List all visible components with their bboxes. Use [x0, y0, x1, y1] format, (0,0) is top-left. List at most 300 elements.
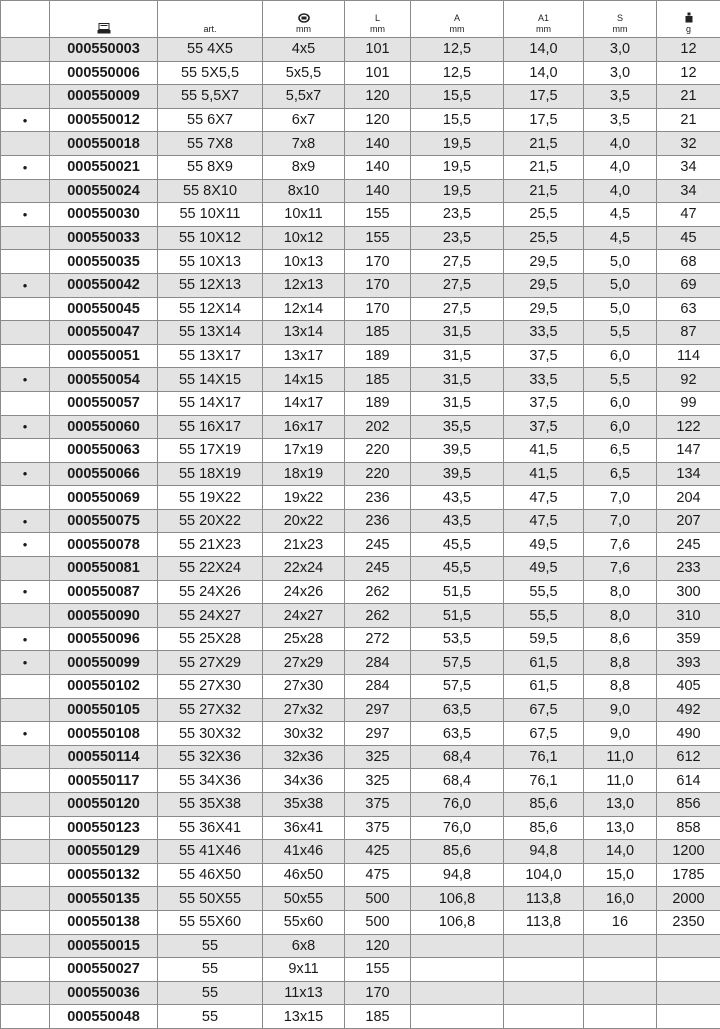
cell-A: 43,5 [411, 509, 504, 533]
cell-code: 000550027 [50, 958, 158, 982]
cell-A: 27,5 [411, 250, 504, 274]
header-size: mm [263, 1, 345, 38]
cell-size: 34x36 [263, 769, 345, 793]
cell-L: 375 [345, 816, 411, 840]
cell-A1: 85,6 [504, 793, 584, 817]
cell-g: 87 [657, 321, 720, 345]
cell-size: 14x15 [263, 368, 345, 392]
cell-S: 7,6 [584, 557, 657, 581]
cell-A: 51,5 [411, 580, 504, 604]
cell-S: 7,6 [584, 533, 657, 557]
cell-S: 8,8 [584, 651, 657, 675]
table-row [1, 557, 720, 581]
cell-code: 000550102 [50, 675, 158, 699]
cell-A1: 29,5 [504, 297, 584, 321]
table-row [1, 439, 720, 463]
table-row [1, 415, 720, 439]
header-code [50, 1, 158, 38]
table-row [1, 344, 720, 368]
cell-g: 32 [657, 132, 720, 156]
cell-code: 000550096 [50, 627, 158, 651]
cell-art: 55 6X7 [158, 108, 263, 132]
cell-A1: 14,0 [504, 38, 584, 62]
cell-size: 5,5x7 [263, 85, 345, 109]
table-row [1, 1005, 720, 1029]
cell-A: 31,5 [411, 344, 504, 368]
table-row [1, 203, 720, 227]
cell-A1: 113,8 [504, 910, 584, 934]
cell-A: 45,5 [411, 533, 504, 557]
cell-L: 170 [345, 981, 411, 1005]
cell-A1: 49,5 [504, 557, 584, 581]
cell-code: 000550087 [50, 580, 158, 604]
cell-size: 17x19 [263, 439, 345, 463]
cell-dot: • [1, 415, 50, 439]
cell-art: 55 36X41 [158, 816, 263, 840]
cell-A1: 37,5 [504, 344, 584, 368]
cell-code: 000550030 [50, 203, 158, 227]
cell-A1: 76,1 [504, 745, 584, 769]
cell-dot: • [1, 462, 50, 486]
cell-A [411, 1005, 504, 1029]
cell-code: 000550138 [50, 910, 158, 934]
cell-code: 000550123 [50, 816, 158, 840]
cell-A1: 104,0 [504, 863, 584, 887]
header-weight: g [657, 1, 720, 38]
cell-L: 101 [345, 61, 411, 85]
cell-g: 490 [657, 722, 720, 746]
cell-g: 207 [657, 509, 720, 533]
cell-S [584, 934, 657, 958]
cell-g [657, 934, 720, 958]
cell-dot [1, 745, 50, 769]
cell-art: 55 5,5X7 [158, 85, 263, 109]
cell-A1 [504, 1005, 584, 1029]
cell-A: 106,8 [411, 887, 504, 911]
cell-size: 30x32 [263, 722, 345, 746]
cell-g: 2000 [657, 887, 720, 911]
cell-art: 55 27X29 [158, 651, 263, 675]
cell-A1: 49,5 [504, 533, 584, 557]
cell-code: 000550099 [50, 651, 158, 675]
cell-A: 39,5 [411, 462, 504, 486]
cell-art: 55 10X13 [158, 250, 263, 274]
cell-L: 155 [345, 958, 411, 982]
cell-size: 8x10 [263, 179, 345, 203]
cell-g: 99 [657, 391, 720, 415]
table-row [1, 793, 720, 817]
cell-art: 55 35X38 [158, 793, 263, 817]
cell-A1: 21,5 [504, 132, 584, 156]
cell-art: 55 [158, 934, 263, 958]
cell-art: 55 [158, 958, 263, 982]
cell-g [657, 981, 720, 1005]
cell-code: 000550036 [50, 981, 158, 1005]
cell-A1: 55,5 [504, 580, 584, 604]
cell-L: 140 [345, 132, 411, 156]
table-row [1, 533, 720, 557]
table-row [1, 179, 720, 203]
cell-A1: 25,5 [504, 203, 584, 227]
cell-g: 204 [657, 486, 720, 510]
cell-g: 12 [657, 38, 720, 62]
cell-dot [1, 439, 50, 463]
cell-S: 16 [584, 910, 657, 934]
cell-dot [1, 816, 50, 840]
header-A1: A1 mm [504, 1, 584, 38]
cell-code: 000550051 [50, 344, 158, 368]
cell-g: 12 [657, 61, 720, 85]
cell-L: 140 [345, 155, 411, 179]
cell-dot [1, 132, 50, 156]
cell-dot [1, 698, 50, 722]
cell-art: 55 20X22 [158, 509, 263, 533]
cell-L: 272 [345, 627, 411, 651]
cell-A: 19,5 [411, 132, 504, 156]
cell-code: 000550024 [50, 179, 158, 203]
cell-S: 14,0 [584, 840, 657, 864]
weight-icon [685, 12, 693, 23]
cell-A1: 47,5 [504, 486, 584, 510]
cell-g: 612 [657, 745, 720, 769]
cell-size: 24x27 [263, 604, 345, 628]
cell-S: 13,0 [584, 816, 657, 840]
cell-A: 51,5 [411, 604, 504, 628]
cell-art: 55 14X15 [158, 368, 263, 392]
table-row [1, 934, 720, 958]
catalog-code-icon [97, 23, 111, 34]
cell-L: 120 [345, 85, 411, 109]
cell-L: 297 [345, 722, 411, 746]
cell-A: 63,5 [411, 698, 504, 722]
cell-code: 000550009 [50, 85, 158, 109]
cell-dot [1, 38, 50, 62]
cell-A1: 47,5 [504, 509, 584, 533]
cell-L: 236 [345, 509, 411, 533]
cell-S: 5,5 [584, 368, 657, 392]
cell-S: 15,0 [584, 863, 657, 887]
cell-size: 25x28 [263, 627, 345, 651]
cell-A: 76,0 [411, 816, 504, 840]
cell-g: 134 [657, 462, 720, 486]
cell-code: 000550078 [50, 533, 158, 557]
table-row [1, 297, 720, 321]
cell-art: 55 19X22 [158, 486, 263, 510]
cell-A1: 37,5 [504, 415, 584, 439]
cell-A: 43,5 [411, 486, 504, 510]
cell-S: 8,8 [584, 675, 657, 699]
cell-A1: 33,5 [504, 321, 584, 345]
cell-art: 55 24X26 [158, 580, 263, 604]
cell-A: 12,5 [411, 38, 504, 62]
cell-dot: • [1, 509, 50, 533]
cell-dot [1, 391, 50, 415]
cell-S [584, 958, 657, 982]
cell-L: 185 [345, 368, 411, 392]
cell-A: 76,0 [411, 793, 504, 817]
cell-L: 189 [345, 344, 411, 368]
cell-A: 23,5 [411, 226, 504, 250]
table-row [1, 627, 720, 651]
cell-code: 000550132 [50, 863, 158, 887]
cell-g: 147 [657, 439, 720, 463]
table-row [1, 155, 720, 179]
cell-L: 425 [345, 840, 411, 864]
cell-code: 000550021 [50, 155, 158, 179]
cell-art: 55 [158, 1005, 263, 1029]
cell-code: 000550048 [50, 1005, 158, 1029]
cell-S: 5,5 [584, 321, 657, 345]
cell-dot [1, 887, 50, 911]
cell-size: 21x23 [263, 533, 345, 557]
cell-art: 55 [158, 981, 263, 1005]
cell-size: 6x7 [263, 108, 345, 132]
cell-g: 300 [657, 580, 720, 604]
cell-size: 13x17 [263, 344, 345, 368]
cell-L: 120 [345, 108, 411, 132]
cell-S: 4,0 [584, 179, 657, 203]
cell-A1: 25,5 [504, 226, 584, 250]
cell-L: 185 [345, 321, 411, 345]
cell-size: 24x26 [263, 580, 345, 604]
cell-A1: 61,5 [504, 651, 584, 675]
cell-S: 7,0 [584, 486, 657, 510]
cell-A: 31,5 [411, 321, 504, 345]
cell-g: 393 [657, 651, 720, 675]
header-row [1, 1, 720, 38]
cell-S: 3,5 [584, 108, 657, 132]
cell-S [584, 1005, 657, 1029]
cell-g: 245 [657, 533, 720, 557]
cell-g: 21 [657, 85, 720, 109]
cell-S: 3,5 [584, 85, 657, 109]
cell-L: 262 [345, 604, 411, 628]
cell-g [657, 958, 720, 982]
cell-size: 19x22 [263, 486, 345, 510]
cell-L: 202 [345, 415, 411, 439]
cell-L: 170 [345, 250, 411, 274]
cell-A: 85,6 [411, 840, 504, 864]
cell-L: 170 [345, 273, 411, 297]
cell-size: 13x14 [263, 321, 345, 345]
cell-art: 55 13X17 [158, 344, 263, 368]
cell-A1: 41,5 [504, 439, 584, 463]
cell-art: 55 10X12 [158, 226, 263, 250]
cell-dot [1, 675, 50, 699]
cell-art: 55 50X55 [158, 887, 263, 911]
cell-S: 7,0 [584, 509, 657, 533]
cell-dot [1, 604, 50, 628]
cell-dot [1, 321, 50, 345]
cell-g: 45 [657, 226, 720, 250]
cell-size: 22x24 [263, 557, 345, 581]
cell-code: 000550069 [50, 486, 158, 510]
header-dot [1, 1, 50, 38]
cell-A: 53,5 [411, 627, 504, 651]
cell-code: 000550012 [50, 108, 158, 132]
cell-art: 55 21X23 [158, 533, 263, 557]
cell-g: 34 [657, 155, 720, 179]
cell-dot: • [1, 203, 50, 227]
cell-L: 325 [345, 745, 411, 769]
cell-code: 000550114 [50, 745, 158, 769]
cell-size: 14x17 [263, 391, 345, 415]
cell-dot: • [1, 651, 50, 675]
cell-S: 4,5 [584, 226, 657, 250]
cell-art: 55 4X5 [158, 38, 263, 62]
cell-size: 12x14 [263, 297, 345, 321]
cell-size: 32x36 [263, 745, 345, 769]
table-row [1, 675, 720, 699]
cell-A1: 17,5 [504, 108, 584, 132]
cell-size: 41x46 [263, 840, 345, 864]
cell-code: 000550090 [50, 604, 158, 628]
cell-A: 15,5 [411, 85, 504, 109]
table-row [1, 981, 720, 1005]
cell-size: 27x32 [263, 698, 345, 722]
cell-S: 6,0 [584, 344, 657, 368]
cell-size: 12x13 [263, 273, 345, 297]
cell-L: 220 [345, 439, 411, 463]
cell-L: 185 [345, 1005, 411, 1029]
cell-A1 [504, 958, 584, 982]
cell-g: 614 [657, 769, 720, 793]
cell-A: 19,5 [411, 155, 504, 179]
cell-S: 9,0 [584, 698, 657, 722]
wrench-jaw-icon [298, 13, 310, 23]
cell-code: 000550135 [50, 887, 158, 911]
cell-code: 000550117 [50, 769, 158, 793]
cell-A1 [504, 981, 584, 1005]
cell-A1: 94,8 [504, 840, 584, 864]
cell-dot [1, 85, 50, 109]
cell-L: 220 [345, 462, 411, 486]
cell-dot [1, 179, 50, 203]
cell-S: 6,0 [584, 415, 657, 439]
cell-size: 35x38 [263, 793, 345, 817]
cell-A1: 55,5 [504, 604, 584, 628]
cell-art: 55 27X32 [158, 698, 263, 722]
cell-g: 2350 [657, 910, 720, 934]
cell-A1: 61,5 [504, 675, 584, 699]
cell-A: 15,5 [411, 108, 504, 132]
cell-dot [1, 958, 50, 982]
cell-art: 55 27X30 [158, 675, 263, 699]
table-row [1, 651, 720, 675]
cell-art: 55 5X5,5 [158, 61, 263, 85]
cell-A1: 21,5 [504, 155, 584, 179]
cell-S: 3,0 [584, 61, 657, 85]
cell-code: 000550075 [50, 509, 158, 533]
cell-size: 4x5 [263, 38, 345, 62]
cell-L: 297 [345, 698, 411, 722]
cell-S: 4,5 [584, 203, 657, 227]
cell-dot [1, 1005, 50, 1029]
cell-code: 000550057 [50, 391, 158, 415]
cell-dot [1, 793, 50, 817]
table-row [1, 250, 720, 274]
header-S: S mm [584, 1, 657, 38]
cell-A1: 29,5 [504, 273, 584, 297]
cell-size: 7x8 [263, 132, 345, 156]
cell-size: 55x60 [263, 910, 345, 934]
cell-A: 94,8 [411, 863, 504, 887]
cell-g: 492 [657, 698, 720, 722]
cell-dot [1, 840, 50, 864]
cell-art: 55 22X24 [158, 557, 263, 581]
cell-code: 000550018 [50, 132, 158, 156]
cell-A: 31,5 [411, 368, 504, 392]
cell-S: 13,0 [584, 793, 657, 817]
cell-code: 000550047 [50, 321, 158, 345]
cell-size: 6x8 [263, 934, 345, 958]
table-row [1, 816, 720, 840]
table-row [1, 368, 720, 392]
cell-dot: • [1, 155, 50, 179]
cell-size: 46x50 [263, 863, 345, 887]
cell-A: 19,5 [411, 179, 504, 203]
cell-code: 000550063 [50, 439, 158, 463]
table-row [1, 462, 720, 486]
cell-A1: 21,5 [504, 179, 584, 203]
table-row [1, 580, 720, 604]
cell-dot: • [1, 627, 50, 651]
cell-A1: 76,1 [504, 769, 584, 793]
cell-L: 170 [345, 297, 411, 321]
cell-S: 4,0 [584, 155, 657, 179]
cell-A: 23,5 [411, 203, 504, 227]
cell-art: 55 46X50 [158, 863, 263, 887]
cell-art: 55 25X28 [158, 627, 263, 651]
cell-g: 310 [657, 604, 720, 628]
cell-g: 63 [657, 297, 720, 321]
cell-art: 55 55X60 [158, 910, 263, 934]
cell-code: 000550042 [50, 273, 158, 297]
cell-code: 000550129 [50, 840, 158, 864]
cell-art: 55 14X17 [158, 391, 263, 415]
cell-size: 16x17 [263, 415, 345, 439]
header-art: art. [158, 1, 263, 38]
cell-dot [1, 226, 50, 250]
table-row [1, 486, 720, 510]
cell-code: 000550033 [50, 226, 158, 250]
cell-art: 55 8X10 [158, 179, 263, 203]
cell-art: 55 16X17 [158, 415, 263, 439]
cell-g: 856 [657, 793, 720, 817]
cell-A: 63,5 [411, 722, 504, 746]
cell-code: 000550105 [50, 698, 158, 722]
cell-size: 13x15 [263, 1005, 345, 1029]
cell-L: 475 [345, 863, 411, 887]
table-row [1, 226, 720, 250]
cell-dot: • [1, 368, 50, 392]
cell-A1: 85,6 [504, 816, 584, 840]
cell-A1: 33,5 [504, 368, 584, 392]
cell-A: 68,4 [411, 769, 504, 793]
cell-dot [1, 934, 50, 958]
table-row [1, 887, 720, 911]
cell-S: 6,5 [584, 439, 657, 463]
cell-L: 500 [345, 910, 411, 934]
cell-g: 68 [657, 250, 720, 274]
cell-code: 000550108 [50, 722, 158, 746]
cell-S: 11,0 [584, 745, 657, 769]
table-row [1, 132, 720, 156]
table-row [1, 698, 720, 722]
cell-S: 8,6 [584, 627, 657, 651]
cell-S: 5,0 [584, 250, 657, 274]
cell-art: 55 24X27 [158, 604, 263, 628]
